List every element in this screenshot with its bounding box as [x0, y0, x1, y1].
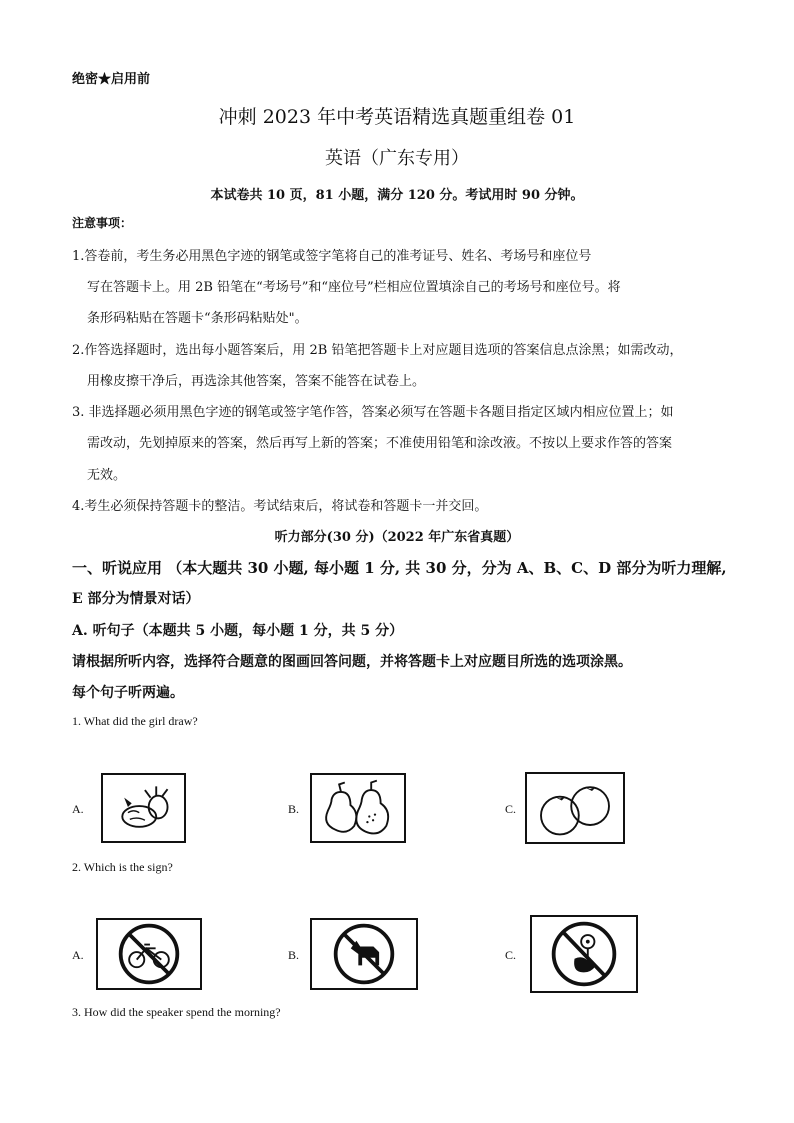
no-picking-flowers-sign-icon [532, 917, 636, 991]
q2-option-b-label: B. [288, 948, 300, 962]
note-4-line-1: 4.考生必须保持答题卡的整洁。考试结束后，将试卷和答题卡一并交回。 [72, 499, 488, 514]
exam-title: 冲刺 2023 年中考英语精选真题重组卷 01 [218, 106, 576, 128]
note-2-line-1: 2.作答选择题时，选出每小题答案后，用 2B 铅笔把答题卡上对应题目选项的答案信息点涂黑；如需改动， [72, 343, 683, 358]
instruction-line-2: 每个句子听两遍。 [72, 685, 184, 701]
q1-option-a-label: A. [72, 802, 84, 816]
vegetables-icon [103, 775, 184, 841]
question-2-text: 2. Which is the sign? [72, 860, 173, 874]
note-1-line-1: 1.答卷前，考生务必用黑色字迹的钢笔或签字笔将自己的准考证号、姓名、考场号和座位号 [72, 249, 592, 264]
note-1-line-3: 条形码粘贴在答题卡“条形码粘贴处"。 [87, 311, 308, 326]
exam-subtitle: 英语（广东专用） [325, 148, 469, 169]
tomatoes-icon [527, 774, 623, 842]
question-1-text: 1. What did the girl draw? [72, 714, 198, 728]
exam-info: 本试卷共 10 页，81 小题，满分 120 分。考试用时 90 分钟。 [210, 188, 584, 203]
instruction-line-1: 请根据所听内容，选择符合题意的图画回答问题，并将答题卡上对应题目所选的选项涂黑。 [72, 654, 632, 670]
q1-option-b-picture [310, 773, 406, 843]
note-1-line-2: 写在答题卡上。用 2B 铅笔在“考场号”和“座位号”栏相应位置填涂自己的考场号和座位号。将 [87, 280, 621, 295]
q2-option-a-picture [96, 918, 202, 990]
q2-option-b-picture [310, 918, 418, 990]
part-a-heading: A. 听句子（本题共 5 小题，每小题 1 分，共 5 分） [72, 623, 404, 639]
q1-option-b-label: B. [288, 802, 300, 816]
question-3-text: 3. How did the speaker spend the morning? [72, 1005, 281, 1019]
note-3-line-1: 3. 非选择题必须用黑色字迹的钢笔或签字笔作答，答案必须写在答题卡各题目指定区域内相应位置上；如 [72, 405, 674, 420]
part-one-line-2: E 部分为情景对话） [72, 591, 200, 607]
q1-option-a-picture [101, 773, 186, 843]
q1-option-c-label: C. [505, 802, 517, 816]
pears-icon [312, 775, 404, 841]
q2-option-c-label: C. [505, 948, 517, 962]
confidential-label: 绝密★启用前 [72, 72, 151, 87]
listening-section-title: 听力部分(30 分)（2022 年广东省真题） [274, 530, 520, 545]
note-3-line-3: 无效。 [87, 468, 127, 483]
note-3-line-2: 需改动，先划掉原来的答案，然后再写上新的答案；不准使用铅笔和涂改液。不按以上要求作答的答案 [87, 436, 673, 451]
q2-option-a-label: A. [72, 948, 84, 962]
note-2-line-2: 用橡皮擦干净后，再选涂其他答案，答案不能答在试卷上。 [87, 374, 426, 389]
q2-option-c-picture [530, 915, 638, 993]
no-dogs-sign-icon [312, 920, 416, 988]
notes-heading: 注意事项： [72, 216, 133, 230]
no-cycling-sign-icon [98, 920, 200, 988]
part-one-line-1: 一、听说应用 （本大题共 30 小题, 每小题 1 分, 共 30 分，分为 A、B、C、D 部分为听力理解, [72, 559, 727, 577]
q1-option-c-picture [525, 772, 625, 844]
